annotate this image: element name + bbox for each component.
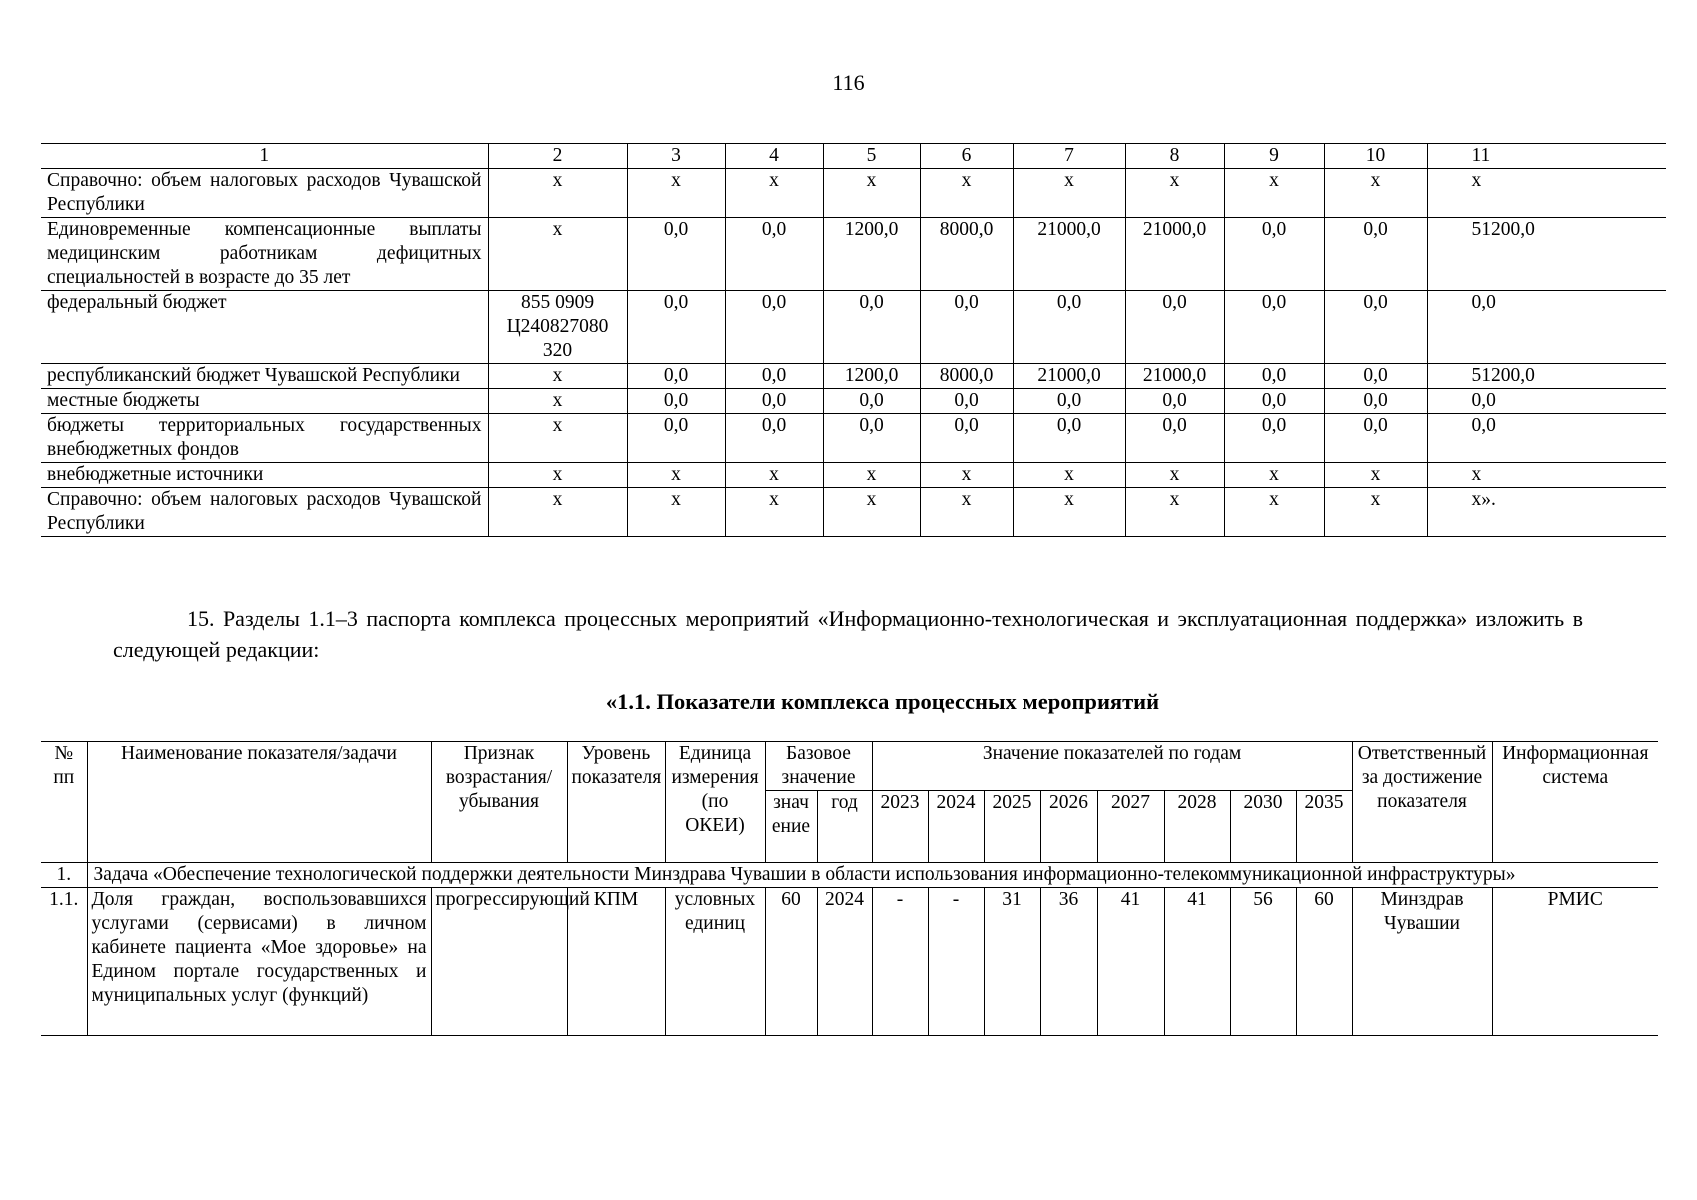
column-number: 7 — [1013, 144, 1125, 169]
row-value: х — [627, 169, 725, 218]
header-system: Информационная система — [1492, 742, 1658, 863]
column-number: 4 — [725, 144, 823, 169]
task-num: 1. — [41, 863, 87, 888]
budget-table — [41, 143, 1666, 537]
row-value: 0,0 — [1324, 291, 1427, 364]
row-value: 0,0 — [1224, 291, 1324, 364]
indicator-value: 41 — [1164, 888, 1230, 1036]
indicator-value: 31 — [984, 888, 1040, 1036]
row-value: 0,0 — [920, 414, 1013, 463]
row-code: 855 0909 Ц240827080 320 — [488, 291, 627, 364]
row-value: 0,0 — [1427, 291, 1666, 364]
indicator-unit: условных единиц — [665, 888, 765, 1036]
header-sign: Признак возрастания/ убывания — [431, 742, 567, 863]
row-name: Справочно: объем налоговых расходов Чувашской Республики — [41, 488, 488, 537]
row-name: местные бюджеты — [41, 389, 488, 414]
column-number: 6 — [920, 144, 1013, 169]
table-row — [41, 488, 1666, 537]
row-value: х — [1427, 463, 1666, 488]
row-value: 21000,0 — [1013, 364, 1125, 389]
indicator-base-value: 60 — [765, 888, 817, 1036]
table-row — [41, 389, 1666, 414]
indicator-responsible: Минздрав Чувашии — [1352, 888, 1492, 1036]
row-value: 0,0 — [627, 364, 725, 389]
header-unit: Единица измерения (по ОКЕИ) — [665, 742, 765, 863]
row-value: 0,0 — [627, 414, 725, 463]
header-year: 2023 — [872, 791, 928, 863]
row-value: 21000,0 — [1013, 218, 1125, 291]
row-value: 0,0 — [920, 291, 1013, 364]
header-responsible: Ответственный за достижение показателя — [1352, 742, 1492, 863]
header-year: 2030 — [1230, 791, 1296, 863]
row-value: 1200,0 — [823, 218, 920, 291]
header-base-year: год — [817, 791, 872, 863]
row-value: 0,0 — [1224, 364, 1324, 389]
row-name: республиканский бюджет Чувашской Республики — [41, 364, 488, 389]
section-heading: «1.1. Показатели комплекса процессных мероприятий — [605, 689, 1160, 714]
header-base: Базовое значение — [765, 742, 872, 791]
indicator-value: - — [928, 888, 984, 1036]
header-year: 2028 — [1164, 791, 1230, 863]
row-value: 0,0 — [1324, 364, 1427, 389]
row-value: х — [1324, 463, 1427, 488]
row-value: 51200,0 — [1427, 364, 1666, 389]
row-value: 0,0 — [1125, 389, 1224, 414]
row-value: 0,0 — [1324, 414, 1427, 463]
row-value: х — [1224, 488, 1324, 537]
header-num: № пп — [41, 742, 87, 863]
table-row — [41, 169, 1666, 218]
indicator-value: - — [872, 888, 928, 1036]
row-value: х — [725, 463, 823, 488]
row-value: х — [920, 488, 1013, 537]
column-number: 3 — [627, 144, 725, 169]
row-value: 0,0 — [1324, 389, 1427, 414]
column-number: 11 — [1427, 144, 1666, 169]
table-row — [41, 414, 1666, 463]
row-value: 8000,0 — [920, 218, 1013, 291]
table-row — [41, 463, 1666, 488]
header-years-group: Значение показателей по годам — [872, 742, 1352, 791]
row-code: х — [488, 488, 627, 537]
row-value: х — [1013, 463, 1125, 488]
row-value: 0,0 — [823, 389, 920, 414]
row-value: 0,0 — [1324, 218, 1427, 291]
row-value: х — [725, 488, 823, 537]
row-value: 21000,0 — [1125, 218, 1224, 291]
row-value: 0,0 — [627, 389, 725, 414]
indicator-value: 41 — [1097, 888, 1164, 1036]
header-base-value: значение — [765, 791, 817, 863]
row-code: х — [488, 364, 627, 389]
row-value: х — [920, 169, 1013, 218]
table-row — [41, 291, 1666, 364]
row-name: Справочно: объем налоговых расходов Чувашской Республики — [41, 169, 488, 218]
row-value: х — [920, 463, 1013, 488]
row-value: х — [627, 488, 725, 537]
row-value: 0,0 — [1224, 218, 1324, 291]
row-value: 0,0 — [1125, 414, 1224, 463]
header-year: 2025 — [984, 791, 1040, 863]
row-value: х — [1125, 488, 1224, 537]
indicator-value: 56 — [1230, 888, 1296, 1036]
row-value: 0,0 — [725, 364, 823, 389]
row-value: 0,0 — [1013, 389, 1125, 414]
row-value: х — [627, 463, 725, 488]
row-value: 0,0 — [920, 389, 1013, 414]
row-num: 1.1. — [41, 888, 87, 1036]
row-value: х». — [1427, 488, 1666, 537]
row-value: 0,0 — [1013, 291, 1125, 364]
row-value: 0,0 — [725, 291, 823, 364]
row-value: х — [823, 169, 920, 218]
column-number: 10 — [1324, 144, 1427, 169]
header-name: Наименование показателя/задачи — [87, 742, 431, 863]
table-header-row — [41, 144, 1666, 169]
indicator-sign: прогрессирующий — [431, 888, 567, 1036]
row-value: 0,0 — [627, 218, 725, 291]
paragraph-15: 15. Разделы 1.1–3 паспорта комплекса процессных мероприятий «Информационно-технологическая и эксплуатационная поддержка» изложить в следующей редакции: — [113, 606, 1583, 662]
row-code: х — [488, 389, 627, 414]
row-code: х — [488, 169, 627, 218]
header-year: 2027 — [1097, 791, 1164, 863]
row-code: х — [488, 463, 627, 488]
row-value: 0,0 — [823, 291, 920, 364]
row-value: 0,0 — [1224, 389, 1324, 414]
indicator-level: КПМ — [567, 888, 665, 1036]
row-value: 8000,0 — [920, 364, 1013, 389]
column-number: 9 — [1224, 144, 1324, 169]
row-name: федеральный бюджет — [41, 291, 488, 364]
row-value: х — [1125, 169, 1224, 218]
column-number: 5 — [823, 144, 920, 169]
row-name: внебюджетные источники — [41, 463, 488, 488]
indicator-value: 60 — [1296, 888, 1352, 1036]
indicator-system: РМИС — [1492, 888, 1658, 1036]
table-row — [41, 218, 1666, 291]
row-code: х — [488, 414, 627, 463]
row-value: 1200,0 — [823, 364, 920, 389]
table-row — [41, 888, 1658, 1036]
row-value: х — [725, 169, 823, 218]
row-value: х — [1224, 169, 1324, 218]
row-value: 0,0 — [627, 291, 725, 364]
indicators-table — [41, 741, 1658, 1036]
row-name: Единовременные компенсационные выплаты медицинским работникам дефицитных специальностей в возрасте до 35 лет — [41, 218, 488, 291]
row-value: 0,0 — [1427, 414, 1666, 463]
column-number: 1 — [41, 144, 488, 169]
row-value: 0,0 — [1013, 414, 1125, 463]
row-value: 0,0 — [725, 218, 823, 291]
header-year: 2035 — [1296, 791, 1352, 863]
row-code: х — [488, 218, 627, 291]
row-value: 0,0 — [725, 414, 823, 463]
row-value: 0,0 — [1125, 291, 1224, 364]
row-value: х — [1324, 488, 1427, 537]
row-value: 21000,0 — [1125, 364, 1224, 389]
header-year: 2026 — [1040, 791, 1097, 863]
row-value: 0,0 — [1427, 389, 1666, 414]
row-value: 0,0 — [725, 389, 823, 414]
row-value: х — [823, 488, 920, 537]
header-year: 2024 — [928, 791, 984, 863]
table-row — [41, 364, 1666, 389]
row-value: х — [823, 463, 920, 488]
indicator-value: 36 — [1040, 888, 1097, 1036]
page-number: 116 — [832, 70, 865, 95]
row-value: 51200,0 — [1427, 218, 1666, 291]
row-value: 0,0 — [1224, 414, 1324, 463]
indicator-base-year: 2024 — [817, 888, 872, 1036]
row-value: 0,0 — [823, 414, 920, 463]
row-value: х — [1427, 169, 1666, 218]
column-number: 2 — [488, 144, 627, 169]
row-value: х — [1224, 463, 1324, 488]
column-number: 8 — [1125, 144, 1224, 169]
indicator-name: Доля граждан, воспользовавшихся услугами (сервисами) в личном кабинете пациента «Мое здоровье» на Едином портале государственных и муниципальных услуг (функций) — [87, 888, 431, 1036]
task-text: Задача «Обеспечение технологической поддержки деятельности Минздрава Чувашии в области использования информационно-телекоммуникационной инфраструктуры» — [87, 863, 1658, 888]
header-level: Уровень показателя — [567, 742, 665, 863]
row-value: х — [1324, 169, 1427, 218]
row-value: х — [1013, 488, 1125, 537]
task-row — [41, 863, 1658, 888]
row-name: бюджеты территориальных государственных внебюджетных фондов — [41, 414, 488, 463]
row-value: х — [1125, 463, 1224, 488]
row-value: х — [1013, 169, 1125, 218]
